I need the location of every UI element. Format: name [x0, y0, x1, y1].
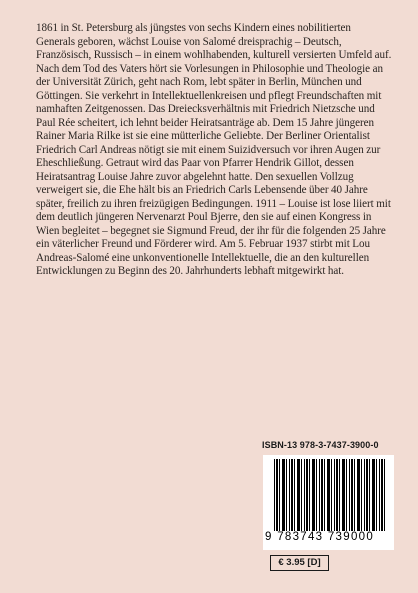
isbn-label: ISBN-13 978-3-7437-3900-0	[262, 440, 379, 450]
barcode	[263, 455, 394, 550]
barcode-bars	[274, 459, 387, 531]
blurb-text: 1861 in St. Petersburg als jüngstes von sechs Kindern eines nobilitierten Generals geboren, wächst Louise von Salomé dreisprachig – Deutsch, Französisch, Russisch – in einem wohlhabenden, kulturell versierten Umfeld auf. Nach dem Tod des Vaters hört sie Vorlesungen in Philosophie und Theologie an der Universität Zürich, geht nach Rom, lebt später in Berlin, München und Göttingen. Sie verkehrt in Intellektuellenkreisen und pflegt Freundschaften mit namhaften Zeitgenossen. Das Dreiecksverhältnis mit Friedrich Nietzsche und Paul Rée scheitert, ich lehnt beider Heiratsanträge ab. Dem 15 Jahre jüngeren Rainer Maria Rilke ist sie eine mütterliche Geliebte. Der Berliner Orientalist Friedrich Carl Andreas nötigt sie mit einem Suizidversuch vor ihren Augen zur Eheschließung. Getraut wird das Paar von Pfarrer Hendrik Gillot, dessen Heiratsantrag Louise Jahre zuvor abgelehnt hatte. Den sexuellen Vollzug verweigert sie, die Ehe hält bis an Friedrich Carls Lebensende über 40 Jahre später, freilich zu ihren freizügigen Bedingungen. 1911 – Louise ist lose liiert mit dem deutlich jüngeren Nervenarzt Poul Bjerre, den sie auf einen Kongress in Wien begleitet – begegnet sie Sigmund Freud, der ihr für die folgenden 25 Jahre ein väterlicher Freund und Förderer wird. Am 5. Februar 1937 stirbt mit Lou Andreas-Salomé eine unkonventionelle Intellektuelle, die an den kulturellen Entwicklungen zu Beginn des 20. Jahrhunderts lebhaft mitgewirkt hat.	[36, 22, 392, 277]
barcode-digits: 9 783743 739000	[265, 531, 392, 543]
price-label: € 3.95 [D]	[270, 555, 329, 571]
